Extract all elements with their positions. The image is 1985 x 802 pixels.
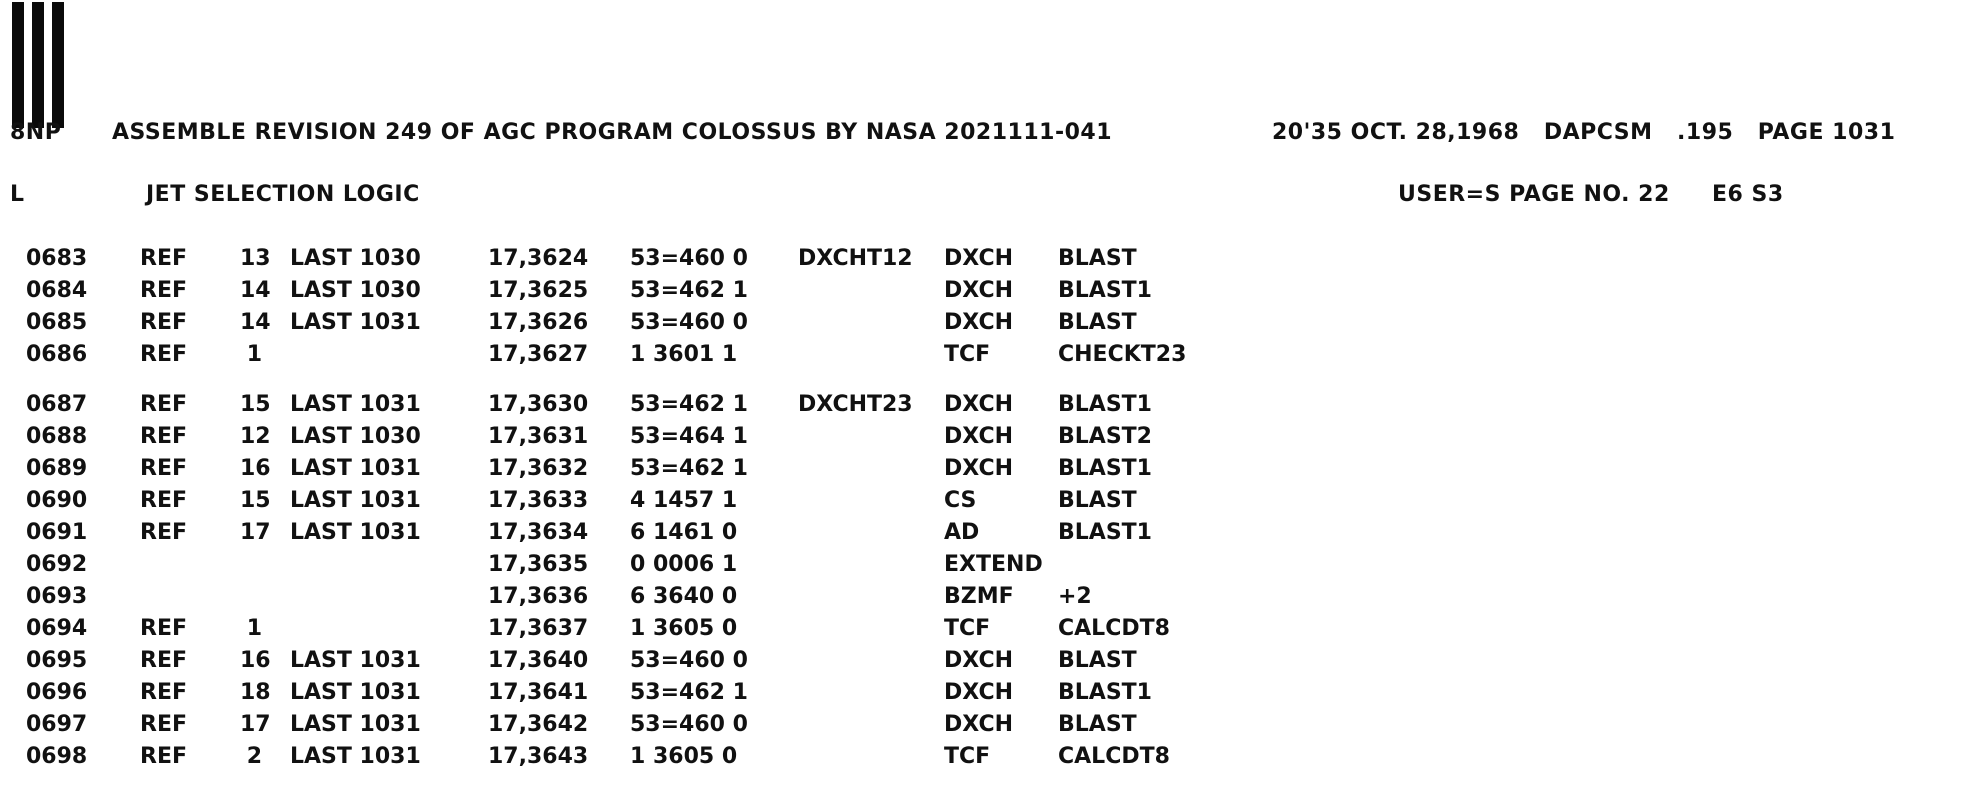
table-row [0,712,1985,744]
operand: BLAST1 [1058,456,1152,481]
line-number: 0692 [26,552,88,577]
ref-marker: REF [140,488,187,513]
octal-code: 53=460 0 [630,648,748,673]
ref-marker: REF [140,392,187,417]
user-page-number: USER=S PAGE NO. 22 [1398,182,1670,207]
operand: CALCDT8 [1058,616,1170,641]
last-ref: LAST 1031 [290,392,421,417]
ref-marker: REF [140,648,187,673]
octal-code: 53=462 1 [630,680,748,705]
page-marker-bars [12,2,74,128]
ref-marker: REF [140,744,187,769]
opcode: TCF [944,616,991,641]
octal-code: 1 3605 0 [630,616,738,641]
line-number: 0688 [26,424,88,449]
table-row [0,488,1985,520]
ref-count: 15 [240,488,271,513]
last-ref: LAST 1031 [290,712,421,737]
header-title: ASSEMBLE REVISION 249 OF AGC PROGRAM COLOSSUS BY NASA 2021111-041 [112,120,1112,145]
line-number: 0686 [26,342,88,367]
octal-code: 6 1461 0 [630,520,738,545]
octal-code: 53=462 1 [630,392,748,417]
header-page: PAGE 1031 [1757,120,1896,145]
octal-code: 4 1457 1 [630,488,738,513]
page-header [0,120,1985,160]
octal-code: 1 3605 0 [630,744,738,769]
table-row [0,616,1985,648]
ref-marker: REF [140,246,187,271]
address: 17,3625 [488,278,589,303]
last-ref: LAST 1031 [290,310,421,335]
operand: BLAST2 [1058,424,1152,449]
opcode: DXCH [944,680,1013,705]
section-title: JET SELECTION LOGIC [146,182,420,207]
statement-label: DXCHT23 [798,392,913,417]
marker-bar [32,2,44,128]
operand: BLAST [1058,712,1137,737]
header-timestamp: 20'35 OCT. 28,1968 [1272,120,1520,145]
table-row [0,424,1985,456]
section-header [0,182,1985,222]
opcode: DXCH [944,278,1013,303]
header-job: DAPCSM [1543,120,1653,145]
address: 17,3635 [488,552,589,577]
ref-count: 1 [246,342,262,367]
address: 17,3641 [488,680,589,705]
opcode: TCF [944,744,991,769]
line-number: 0684 [26,278,88,303]
statement-label: DXCHT12 [798,246,913,271]
octal-code: 53=462 1 [630,278,748,303]
table-row [0,520,1985,552]
table-row [0,552,1985,584]
table-row [0,648,1985,680]
opcode: TCF [944,342,991,367]
last-ref: LAST 1031 [290,744,421,769]
table-row [0,342,1985,374]
opcode: DXCH [944,456,1013,481]
operand: BLAST1 [1058,392,1152,417]
last-ref: LAST 1031 [290,456,421,481]
operand: BLAST [1058,310,1137,335]
address: 17,3634 [488,520,589,545]
address: 17,3640 [488,648,589,673]
line-number: 0693 [26,584,88,609]
octal-code: 1 3601 1 [630,342,738,367]
line-number: 0698 [26,744,88,769]
octal-code: 53=464 1 [630,424,748,449]
log-marker: L [10,182,25,207]
line-number: 0696 [26,680,88,705]
ref-count: 1 [246,616,262,641]
address: 17,3637 [488,616,589,641]
octal-code: 53=460 0 [630,246,748,271]
octal-code: 6 3640 0 [630,584,738,609]
line-number: 0683 [26,246,88,271]
opcode: DXCH [944,246,1013,271]
opcode: AD [944,520,980,545]
ref-marker: REF [140,456,187,481]
operand: +2 [1058,584,1092,609]
operand: BLAST [1058,246,1137,271]
marker-bar [52,2,64,128]
last-ref: LAST 1031 [290,488,421,513]
address: 17,3636 [488,584,589,609]
line-number: 0695 [26,648,88,673]
opcode: CS [944,488,977,513]
ref-marker: REF [140,520,187,545]
page-flags: E6 S3 [1712,182,1784,207]
operand: BLAST1 [1058,520,1152,545]
line-number: 0689 [26,456,88,481]
address: 17,3632 [488,456,589,481]
opcode: DXCH [944,310,1013,335]
operand: BLAST1 [1058,278,1152,303]
table-row [0,584,1985,616]
octal-code: 0 0006 1 [630,552,738,577]
table-row [0,392,1985,424]
header-code: 8NP [10,120,62,145]
address: 17,3631 [488,424,589,449]
ref-count: 15 [240,392,271,417]
header-meta [1272,120,1895,145]
ref-count: 13 [240,246,271,271]
opcode: DXCH [944,424,1013,449]
table-row [0,680,1985,712]
code-listing [0,246,1985,776]
table-row [0,246,1985,278]
last-ref: LAST 1030 [290,246,421,271]
operand: CALCDT8 [1058,744,1170,769]
header-number: .195 [1677,120,1734,145]
line-number: 0691 [26,520,88,545]
operand: BLAST [1058,648,1137,673]
address: 17,3633 [488,488,589,513]
ref-marker: REF [140,278,187,303]
table-row [0,456,1985,488]
ref-count: 2 [246,744,262,769]
table-row [0,278,1985,310]
opcode: EXTEND [944,552,1043,577]
ref-count: 16 [240,648,271,673]
ref-marker: REF [140,680,187,705]
opcode: DXCH [944,392,1013,417]
address: 17,3624 [488,246,589,271]
ref-count: 16 [240,456,271,481]
line-number: 0694 [26,616,88,641]
address: 17,3626 [488,310,589,335]
octal-code: 53=462 1 [630,456,748,481]
line-number: 0690 [26,488,88,513]
operand: BLAST1 [1058,680,1152,705]
ref-count: 14 [240,278,271,303]
address: 17,3630 [488,392,589,417]
operand: BLAST [1058,488,1137,513]
ref-count: 14 [240,310,271,335]
ref-marker: REF [140,712,187,737]
address: 17,3643 [488,744,589,769]
ref-marker: REF [140,616,187,641]
last-ref: LAST 1030 [290,424,421,449]
ref-marker: REF [140,310,187,335]
address: 17,3627 [488,342,589,367]
address: 17,3642 [488,712,589,737]
ref-count: 18 [240,680,271,705]
operand: CHECKT23 [1058,342,1187,367]
octal-code: 53=460 0 [630,712,748,737]
ref-marker: REF [140,424,187,449]
octal-code: 53=460 0 [630,310,748,335]
last-ref: LAST 1031 [290,680,421,705]
opcode: DXCH [944,648,1013,673]
last-ref: LAST 1031 [290,648,421,673]
opcode: DXCH [944,712,1013,737]
line-number: 0685 [26,310,88,335]
last-ref: LAST 1030 [290,278,421,303]
line-number: 0687 [26,392,88,417]
line-number: 0697 [26,712,88,737]
opcode: BZMF [944,584,1014,609]
last-ref: LAST 1031 [290,520,421,545]
table-row [0,744,1985,776]
marker-bar [12,2,24,128]
ref-count: 17 [240,520,271,545]
table-row [0,310,1985,342]
ref-count: 17 [240,712,271,737]
ref-marker: REF [140,342,187,367]
ref-count: 12 [240,424,271,449]
